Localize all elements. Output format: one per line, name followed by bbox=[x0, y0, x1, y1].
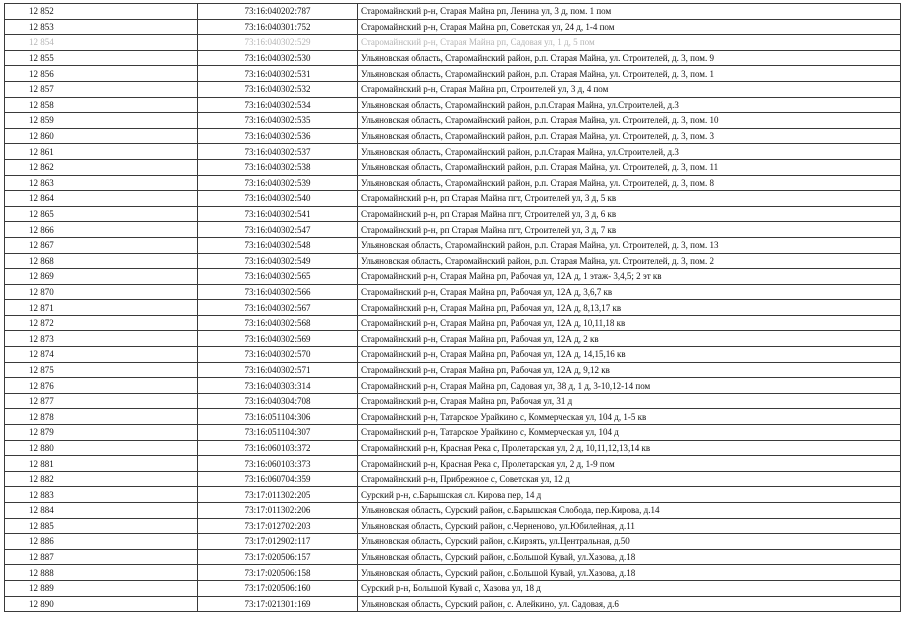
cadastral-number-cell: 73:16:040303:314 bbox=[198, 378, 358, 394]
table-row bbox=[5, 4, 901, 20]
address-cell: Ульяновская область, Сурский район, с.Барышская Слобода, пер.Кирова, д.14 bbox=[358, 503, 901, 519]
row-number-cell: 12 870 bbox=[5, 284, 198, 300]
address-cell: Сурский р-н, Большой Кувай с, Хазова ул, 18 д bbox=[358, 580, 901, 596]
table-row bbox=[5, 315, 901, 331]
row-number-cell: 12 885 bbox=[5, 518, 198, 534]
address-cell: Ульяновская область, Старомайнский район, р.п. Старая Майна, ул. Строителей, д. 3, пом. 1 bbox=[358, 66, 901, 82]
address-cell: Старомайнский р-н, Старая Майна рп, Рабочая ул, 31 д bbox=[358, 393, 901, 409]
cadastral-number-cell: 73:16:040302:571 bbox=[198, 362, 358, 378]
table-row bbox=[5, 253, 901, 269]
table-row bbox=[5, 331, 901, 347]
table-row bbox=[5, 237, 901, 253]
table-row bbox=[5, 471, 901, 487]
cadastral-number-cell: 73:17:011302:205 bbox=[198, 487, 358, 503]
address-cell: Старомайнский р-н, Старая Майна рп, Советская ул, 24 д, 1-4 пом bbox=[358, 19, 901, 35]
row-number-cell: 12 859 bbox=[5, 113, 198, 129]
cadastral-number-cell: 73:16:040302:540 bbox=[198, 191, 358, 207]
table-row bbox=[5, 409, 901, 425]
cadastral-number-cell: 73:17:012702:203 bbox=[198, 518, 358, 534]
row-number-cell: 12 856 bbox=[5, 66, 198, 82]
row-number-cell: 12 886 bbox=[5, 534, 198, 550]
address-cell: Старомайнский р-н, Старая Майна рп, Рабочая ул, 12А д, 10,11,18 кв bbox=[358, 315, 901, 331]
row-number-cell: 12 860 bbox=[5, 128, 198, 144]
row-number-cell: 12 864 bbox=[5, 191, 198, 207]
cadastral-number-cell: 73:16:040302:539 bbox=[198, 175, 358, 191]
address-cell: Ульяновская область, Сурский район, с.Большой Кувай, ул.Хазова, д.18 bbox=[358, 565, 901, 581]
table-row bbox=[5, 549, 901, 565]
row-number-cell: 12 880 bbox=[5, 440, 198, 456]
table-row bbox=[5, 159, 901, 175]
cadastral-number-cell: 73:16:040302:568 bbox=[198, 315, 358, 331]
row-number-cell: 12 876 bbox=[5, 378, 198, 394]
address-cell: Старомайнский р-н, Старая Майна рп, Рабочая ул, 12А д, 8,13,17 кв bbox=[358, 300, 901, 316]
cadastral-number-cell: 73:16:051104:306 bbox=[198, 409, 358, 425]
cadastral-number-cell: 73:16:040302:565 bbox=[198, 269, 358, 285]
cadastral-number-cell: 73:16:040302:529 bbox=[198, 35, 358, 51]
table-row bbox=[5, 440, 901, 456]
address-cell: Ульяновская область, Старомайнский район, р.п. Старая Майна, ул. Строителей, д. 3, пом. 11 bbox=[358, 159, 901, 175]
table-row bbox=[5, 35, 901, 51]
row-number-cell: 12 877 bbox=[5, 393, 198, 409]
address-cell: Старомайнский р-н, Старая Майна рп, Рабочая ул, 12А д, 2 кв bbox=[358, 331, 901, 347]
row-number-cell: 12 873 bbox=[5, 331, 198, 347]
address-cell: Ульяновская область, Сурский район, с.Черненово, ул.Юбилейная, д.11 bbox=[358, 518, 901, 534]
table-row bbox=[5, 50, 901, 66]
address-cell: Ульяновская область, Сурский район, с.Кирзять, ул.Центральная, д.50 bbox=[358, 534, 901, 550]
address-cell: Ульяновская область, Старомайнский район, р.п. Старая Майна, ул. Строителей, д. 3, пом. 3 bbox=[358, 128, 901, 144]
row-number-cell: 12 857 bbox=[5, 81, 198, 97]
table-row bbox=[5, 362, 901, 378]
cadastral-number-cell: 73:17:011302:206 bbox=[198, 503, 358, 519]
row-number-cell: 12 858 bbox=[5, 97, 198, 113]
row-number-cell: 12 884 bbox=[5, 503, 198, 519]
row-number-cell: 12 854 bbox=[5, 35, 198, 51]
table-row bbox=[5, 565, 901, 581]
table-row bbox=[5, 284, 901, 300]
row-number-cell: 12 872 bbox=[5, 315, 198, 331]
cadastral-number-cell: 73:16:040302:534 bbox=[198, 97, 358, 113]
cadastral-number-cell: 73:16:040302:549 bbox=[198, 253, 358, 269]
row-number-cell: 12 863 bbox=[5, 175, 198, 191]
cadastral-number-cell: 73:16:060103:372 bbox=[198, 440, 358, 456]
row-number-cell: 12 871 bbox=[5, 300, 198, 316]
address-cell: Ульяновская область, Старомайнский район, р.п. Старая Майна, ул. Строителей, д. 3, пом. 8 bbox=[358, 175, 901, 191]
row-number-cell: 12 868 bbox=[5, 253, 198, 269]
address-cell: Старомайнский р-н, Старая Майна рп, Строителей ул, 3 д, 4 пом bbox=[358, 81, 901, 97]
table-body bbox=[5, 4, 901, 612]
cadastral-number-cell: 73:16:040302:532 bbox=[198, 81, 358, 97]
address-cell: Старомайнский р-н, Старая Майна рп, Садовая ул, 1 д, 5 пом bbox=[358, 35, 901, 51]
address-cell: Старомайнский р-н, рп Старая Майна пгт, Строителей ул, 3 д, 5 кв bbox=[358, 191, 901, 207]
cadastral-number-cell: 73:16:040302:548 bbox=[198, 237, 358, 253]
table-row bbox=[5, 503, 901, 519]
table-row bbox=[5, 269, 901, 285]
table-row bbox=[5, 347, 901, 363]
table-row bbox=[5, 128, 901, 144]
row-number-cell: 12 878 bbox=[5, 409, 198, 425]
cadastral-number-cell: 73:17:021301:169 bbox=[198, 596, 358, 612]
row-number-cell: 12 866 bbox=[5, 222, 198, 238]
address-cell: Старомайнский р-н, Красная Река с, Пролетарская ул, 2 д, 10,11,12,13,14 кв bbox=[358, 440, 901, 456]
table-row bbox=[5, 113, 901, 129]
table-row bbox=[5, 66, 901, 82]
row-number-cell: 12 881 bbox=[5, 456, 198, 472]
cadastral-number-cell: 73:16:051104:307 bbox=[198, 425, 358, 441]
row-number-cell: 12 882 bbox=[5, 471, 198, 487]
address-cell: Ульяновская область, Сурский район, с. Алейкино, ул. Садовая, д.6 bbox=[358, 596, 901, 612]
address-cell: Ульяновская область, Старомайнский район, р.п. Старая Майна, ул. Строителей, д. 3, пом. 9 bbox=[358, 50, 901, 66]
cadastral-number-cell: 73:16:040304:708 bbox=[198, 393, 358, 409]
table-row bbox=[5, 144, 901, 160]
cadastral-number-cell: 73:16:040302:530 bbox=[198, 50, 358, 66]
cadastral-number-cell: 73:16:040302:547 bbox=[198, 222, 358, 238]
address-cell: Ульяновская область, Старомайнский район, р.п.Старая Майна, ул.Строителей, д.3 bbox=[358, 97, 901, 113]
row-number-cell: 12 862 bbox=[5, 159, 198, 175]
address-cell: Сурский р-н, с.Барышская сл. Кирова пер, 14 д bbox=[358, 487, 901, 503]
address-cell: Ульяновская область, Старомайнский район, р.п. Старая Майна, ул. Строителей, д. 3, пом. 2 bbox=[358, 253, 901, 269]
table-row bbox=[5, 97, 901, 113]
address-cell: Старомайнский р-н, Красная Река с, Пролетарская ул, 2 д, 1-9 пом bbox=[358, 456, 901, 472]
table-row bbox=[5, 175, 901, 191]
cadastral-number-cell: 73:16:040302:541 bbox=[198, 206, 358, 222]
row-number-cell: 12 852 bbox=[5, 4, 198, 20]
table-row bbox=[5, 534, 901, 550]
table-row bbox=[5, 518, 901, 534]
address-cell: Ульяновская область, Сурский район, с.Большой Кувай, ул.Хазова, д.18 bbox=[358, 549, 901, 565]
cadastral-number-cell: 73:16:040302:538 bbox=[198, 159, 358, 175]
address-cell: Старомайнский р-н, Прибрежное с, Советская ул, 12 д bbox=[358, 471, 901, 487]
address-cell: Старомайнский р-н, Старая Майна рп, Ленина ул, 3 д, пом. 1 пом bbox=[358, 4, 901, 20]
table-row bbox=[5, 580, 901, 596]
table-row bbox=[5, 487, 901, 503]
table-row bbox=[5, 81, 901, 97]
row-number-cell: 12 883 bbox=[5, 487, 198, 503]
row-number-cell: 12 865 bbox=[5, 206, 198, 222]
cadastral-number-cell: 73:16:040302:570 bbox=[198, 347, 358, 363]
row-number-cell: 12 889 bbox=[5, 580, 198, 596]
row-number-cell: 12 888 bbox=[5, 565, 198, 581]
address-cell: Старомайнский р-н, Старая Майна рп, Рабочая ул, 12А д, 3,6,7 кв bbox=[358, 284, 901, 300]
row-number-cell: 12 869 bbox=[5, 269, 198, 285]
row-number-cell: 12 890 bbox=[5, 596, 198, 612]
cadastral-number-cell: 73:17:020506:157 bbox=[198, 549, 358, 565]
cadastral-number-cell: 73:16:040301:752 bbox=[198, 19, 358, 35]
address-cell: Старомайнский р-н, Старая Майна рп, Рабочая ул, 12А д, 1 этаж- 3,4,5; 2 эт кв bbox=[358, 269, 901, 285]
table-row bbox=[5, 378, 901, 394]
cadastral-number-cell: 73:16:040302:566 bbox=[198, 284, 358, 300]
row-number-cell: 12 853 bbox=[5, 19, 198, 35]
cadastral-number-cell: 73:16:040202:787 bbox=[198, 4, 358, 20]
row-number-cell: 12 861 bbox=[5, 144, 198, 160]
table-row bbox=[5, 206, 901, 222]
address-cell: Старомайнский р-н, Татарское Урайкино с, Коммерческая ул, 104 д bbox=[358, 425, 901, 441]
cadastral-number-cell: 73:16:040302:537 bbox=[198, 144, 358, 160]
table-row bbox=[5, 596, 901, 612]
address-cell: Ульяновская область, Старомайнский район, р.п. Старая Майна, ул. Строителей, д. 3, пом. 13 bbox=[358, 237, 901, 253]
address-cell: Старомайнский р-н, Старая Майна рп, Рабочая ул, 12А д, 14,15,16 кв bbox=[358, 347, 901, 363]
property-register-table bbox=[4, 3, 901, 612]
row-number-cell: 12 875 bbox=[5, 362, 198, 378]
row-number-cell: 12 867 bbox=[5, 237, 198, 253]
cadastral-number-cell: 73:16:040302:569 bbox=[198, 331, 358, 347]
address-cell: Старомайнский р-н, рп Старая Майна пгт, Строителей ул, 3 д, 7 кв bbox=[358, 222, 901, 238]
table-row bbox=[5, 425, 901, 441]
cadastral-number-cell: 73:17:012902:117 bbox=[198, 534, 358, 550]
table-row bbox=[5, 300, 901, 316]
cadastral-number-cell: 73:16:040302:535 bbox=[198, 113, 358, 129]
cadastral-number-cell: 73:16:060103:373 bbox=[198, 456, 358, 472]
table-row bbox=[5, 456, 901, 472]
address-cell: Старомайнский р-н, рп Старая Майна пгт, Строителей ул, 3 д, 6 кв bbox=[358, 206, 901, 222]
table-row bbox=[5, 222, 901, 238]
table-row bbox=[5, 191, 901, 207]
row-number-cell: 12 874 bbox=[5, 347, 198, 363]
row-number-cell: 12 887 bbox=[5, 549, 198, 565]
cadastral-number-cell: 73:16:060704:359 bbox=[198, 471, 358, 487]
address-cell: Старомайнский р-н, Старая Майна рп, Садовая ул, 38 д, 1 д, 3-10,12-14 пом bbox=[358, 378, 901, 394]
table-row bbox=[5, 19, 901, 35]
address-cell: Старомайнский р-н, Татарское Урайкино с, Коммерческая ул, 104 д, 1-5 кв bbox=[358, 409, 901, 425]
address-cell: Старомайнский р-н, Старая Майна рп, Рабочая ул, 12А д, 9,12 кв bbox=[358, 362, 901, 378]
cadastral-number-cell: 73:16:040302:567 bbox=[198, 300, 358, 316]
cadastral-number-cell: 73:16:040302:531 bbox=[198, 66, 358, 82]
cadastral-number-cell: 73:16:040302:536 bbox=[198, 128, 358, 144]
cadastral-number-cell: 73:17:020506:158 bbox=[198, 565, 358, 581]
cadastral-number-cell: 73:17:020506:160 bbox=[198, 580, 358, 596]
row-number-cell: 12 855 bbox=[5, 50, 198, 66]
address-cell: Ульяновская область, Старомайнский район, р.п. Старая Майна, ул. Строителей, д. 3, пом. 10 bbox=[358, 113, 901, 129]
row-number-cell: 12 879 bbox=[5, 425, 198, 441]
table-row bbox=[5, 393, 901, 409]
address-cell: Ульяновская область, Старомайнский район, р.п.Старая Майна, ул.Строителей, д.3 bbox=[358, 144, 901, 160]
